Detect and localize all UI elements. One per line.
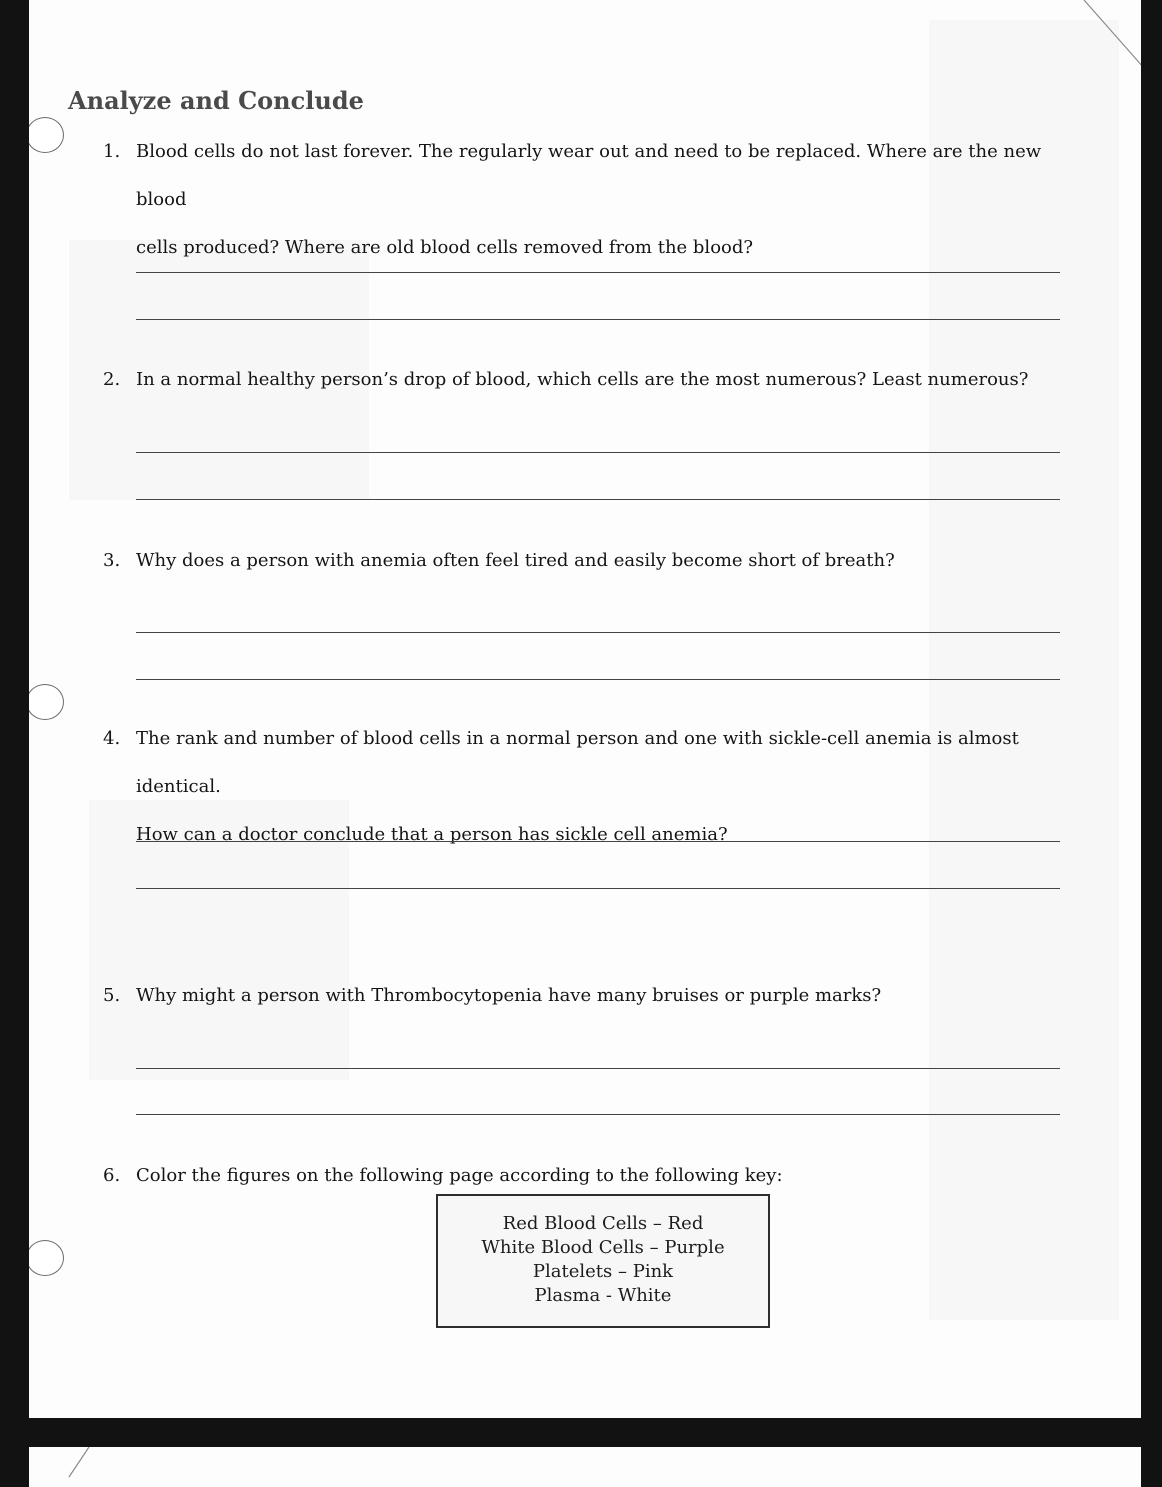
color-key-platelets: Platelets – Pink (532, 1261, 674, 1282)
question-number: 4. (103, 728, 121, 749)
binder-hole-middle (29, 684, 64, 720)
question-number: 2. (103, 369, 121, 390)
question-line: The rank and number of blood cells in a normal person and one with sickle-cell anemia is almost identical. (136, 728, 1019, 797)
answer-line-q5-b[interactable] (136, 1114, 1060, 1115)
question-number: 3. (103, 550, 121, 571)
question-text (136, 128, 1096, 272)
color-key-red-blood-cells: Red Blood Cells – Red (502, 1213, 704, 1234)
color-key-plasma: Plasma - White (534, 1285, 672, 1306)
next-page-edge (29, 1447, 1141, 1487)
question-line: Blood cells do not last forever. The regularly wear out and need to be replaced. Where are the new blood (136, 141, 1042, 210)
worksheet-page (29, 0, 1141, 1418)
question-text (136, 537, 1096, 585)
fold-line-icon (1079, 0, 1141, 90)
page-heading: Analyze and Conclude (68, 86, 364, 115)
question-number: 5. (103, 985, 121, 1006)
answer-line-q2-a[interactable] (136, 452, 1060, 453)
color-key-white-blood-cells: White Blood Cells – Purple (481, 1237, 725, 1258)
question-line: Why does a person with anemia often feel tired and easily become short of breath? (136, 550, 895, 571)
question-number: 6. (103, 1165, 121, 1186)
answer-line-q1-b[interactable] (136, 319, 1060, 320)
question-text (136, 356, 1096, 404)
question-text (136, 1152, 1096, 1200)
color-key-box (436, 1194, 770, 1328)
fold-line-icon (59, 1447, 139, 1487)
question-text (136, 715, 1096, 859)
answer-line-q1-a[interactable] (136, 272, 1060, 273)
answer-line-q4-a[interactable] (136, 841, 1060, 842)
question-text (136, 972, 1096, 1020)
answer-line-q4-b[interactable] (136, 888, 1060, 889)
question-line: In a normal healthy person’s drop of blood, which cells are the most numerous? Least numerous? (136, 369, 1029, 390)
question-line: cells produced? Where are old blood cells removed from the blood? (136, 237, 754, 258)
question-line: Color the figures on the following page according to the following key: (136, 1165, 783, 1186)
answer-line-q3-a[interactable] (136, 632, 1060, 633)
answer-line-q3-b[interactable] (136, 679, 1060, 680)
question-number: 1. (103, 141, 121, 162)
binder-hole-bottom (29, 1240, 64, 1276)
question-line: How can a doctor conclude that a person has sickle cell anemia? (136, 824, 728, 845)
binder-hole-top (29, 117, 64, 153)
question-line: Why might a person with Thrombocytopenia have many bruises or purple marks? (136, 985, 882, 1006)
answer-line-q5-a[interactable] (136, 1068, 1060, 1069)
answer-line-q2-b[interactable] (136, 499, 1060, 500)
